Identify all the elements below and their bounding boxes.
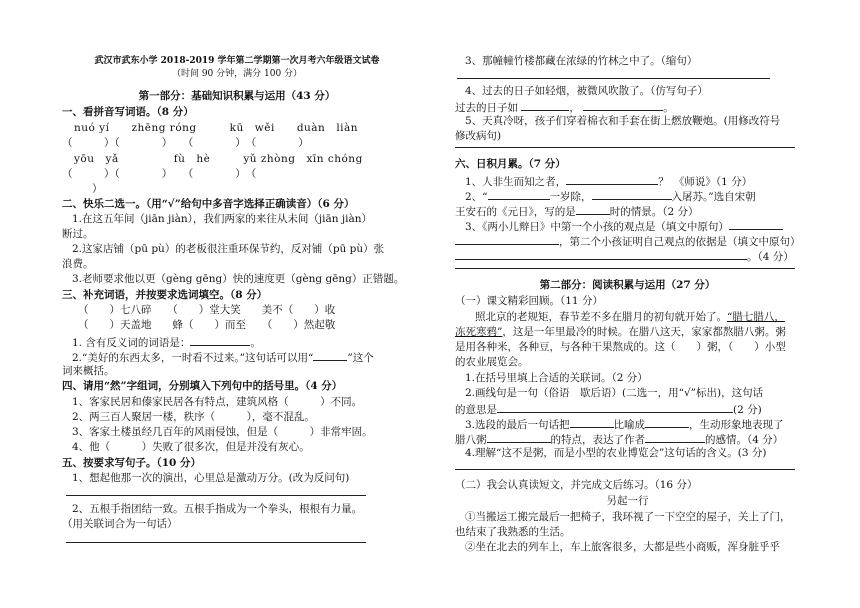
r1-q3-lead: 3.选段的最后一句话把 xyxy=(465,419,570,431)
passage1-line4: 的农业展览会。 xyxy=(455,356,529,368)
q6-2-line2 xyxy=(455,203,699,219)
q5-3: 3、那幢幢竹楼都藏在浓绿的竹林之中了。（缩句） xyxy=(465,55,698,67)
q4-3[interactable]: 3、客家土楼虽经几百年的风雨侵蚀，但是（ ）非常牢固。 xyxy=(72,426,373,438)
q6-3-blank-1[interactable] xyxy=(729,218,783,230)
r1-q3-line2 xyxy=(455,431,783,447)
q6-3-line1 xyxy=(465,218,783,234)
answer-brackets-row-2-end: ） xyxy=(92,183,103,195)
r1-q2-score: (2 分) xyxy=(733,404,762,416)
q5-1: 1、想起他那一次的演出，心里总是激动万分。(改为反问句) xyxy=(72,472,350,484)
passage1-text-1: 照北京的老规矩，春节差不多在腊月的初旬就开始了。 xyxy=(475,311,727,323)
divider-2 xyxy=(455,268,795,269)
q2-1-line2: 断过。 xyxy=(62,228,94,240)
story-para1-line1: ①当搬运工搬完最后一把椅子，我环视了一下空空的屋子，关上了门， xyxy=(465,511,791,523)
passage1-text-2: ，这是一年里最冷的时候。在腊八这天，家家都熬腊八粥。粥 xyxy=(502,326,786,338)
r1-q3-l2-mid: 的特点，表达了作者 xyxy=(550,434,645,446)
section3-heading: 三、补充词语，并按要求选词填空。（8 分） xyxy=(62,289,268,301)
r1-q2-blank[interactable] xyxy=(497,401,733,413)
q5-2-line2: （用关联词合为一句话） xyxy=(62,518,178,530)
q5-4-lead: 过去的日子如 xyxy=(455,102,518,114)
section4-heading: 四、请用“然”字组词，分别填入下列句中的括号里。（4 分） xyxy=(62,380,343,392)
q6-2-blank-2[interactable] xyxy=(592,188,672,200)
q5-4-blank-1[interactable] xyxy=(521,99,569,111)
q6-3-blank-3[interactable] xyxy=(455,248,747,260)
r1-q2-line1[interactable]: 2.画线句是一句（俗语 歇后语）(二选一，用“√”标出)，这句话 xyxy=(465,387,764,399)
q5-4-period: 。 xyxy=(663,102,674,114)
exam-title: 武汉市武东小学 2018-2019 学年第二学期第一次月考六年级语文试卷 xyxy=(94,56,380,66)
pinyin-row-1: nuó yí zhēng róng kū wěi duàn liàn xyxy=(74,122,359,134)
q5-5-line2: 修改病句) xyxy=(455,130,502,142)
q4-1[interactable]: 1、客家民居和傣家民居各有特点，建筑风格（ ）不同。 xyxy=(72,396,363,408)
reading2-heading: （二）我会认真读短文，并完成文后练习。（16 分） xyxy=(455,479,698,491)
r1-q4-answer-line[interactable] xyxy=(455,469,795,470)
q5-1-answer-line[interactable] xyxy=(66,495,366,496)
q3-1-blank[interactable] xyxy=(190,334,250,346)
passage1-line2 xyxy=(455,325,786,339)
section6-heading: 六、日积月累。（7 分） xyxy=(455,158,566,170)
q6-2-line1 xyxy=(465,188,756,204)
q5-2-answer-line[interactable] xyxy=(66,542,366,543)
passage1-underlined-2: 冻死寒鸦” xyxy=(455,326,503,338)
r1-q3-mid: 比喻成 xyxy=(613,419,646,431)
section1-heading: 一、看拼音写词语。（8 分） xyxy=(62,106,194,118)
q6-2-mid: 一岁除， xyxy=(549,191,592,203)
r1-q3-blank-2[interactable] xyxy=(645,416,689,428)
part2-heading: 第二部分：阅读积累与运用（27 分） xyxy=(539,279,716,291)
r1-q3-end: ，生动形象地表现了 xyxy=(689,419,784,431)
r1-q2-line2 xyxy=(455,401,762,417)
r1-q3-blank-1[interactable] xyxy=(570,416,614,428)
q2-3: 3.老师要求他以更（gèng gēng）快的速度更（gèng gēng）正错题。 xyxy=(72,273,405,285)
q3-1: 1. 含有反义词的词语是： 。 xyxy=(72,334,261,350)
q5-4-line1: 4、过去的日子如轻烟，被微风吹散了。（仿写句子） xyxy=(465,85,708,97)
q6-2-blank-1[interactable] xyxy=(488,188,550,200)
q6-1 xyxy=(465,173,752,189)
q6-2-blank-3[interactable] xyxy=(576,203,610,215)
q5-4-blank-2[interactable] xyxy=(583,99,663,111)
r1-q3-l2-end: 的感情。（4 分） xyxy=(705,434,784,446)
story-para1-line2: 也结束了我熟悉的生活。 xyxy=(455,526,571,538)
q5-4-comma: ， xyxy=(569,102,580,114)
story-title: 另起一行 xyxy=(606,495,649,507)
q5-4-line2 xyxy=(455,99,674,115)
passage1-underlined-1: “腊七腊八， xyxy=(727,311,785,323)
r1-q3-line1 xyxy=(465,416,784,432)
q6-3-end: 。（4 分） xyxy=(747,251,794,263)
reading1-heading: （一）课文精彩回顾。（11 分） xyxy=(455,295,603,307)
story-para2-line1: ②坐在北去的列车上，车上旅客很多，大都是些小商贩，浑身脏乎乎 xyxy=(465,541,780,553)
q3-2-text-end: ”这个 xyxy=(347,352,374,364)
r1-q1: 1.在括号里填上合适的关联词。（2 分） xyxy=(465,372,648,384)
r1-q2-lead: 的意思是 xyxy=(455,404,497,416)
r1-q3-blank-4[interactable] xyxy=(645,431,705,443)
divider-1 xyxy=(455,147,795,148)
q6-3-line3 xyxy=(455,248,794,264)
part1-heading: 第一部分：基础知识积累与运用（43 分） xyxy=(138,90,336,102)
passage1-line1 xyxy=(475,310,785,324)
answer-brackets-row-1[interactable]: （ ）（ ） （ ） （ ） xyxy=(62,137,309,149)
q3-2-blank[interactable] xyxy=(313,349,347,361)
q5-2-line1: 2、五根手指团结一致。五根手指成为一个拳头，根根有力量。 xyxy=(72,503,363,515)
q5-3-answer-line[interactable] xyxy=(457,78,770,79)
q6-3-blank-2[interactable] xyxy=(455,233,559,245)
q6-3-text: 3、《两小儿辩日》中第一个小孩的观点是（填文中原句） xyxy=(465,221,729,233)
section5-heading: 五、按要求写句子。（10 分） xyxy=(62,457,202,469)
exam-subtitle: （时间 90 分钟，满分 100 分） xyxy=(171,69,303,79)
q6-2-l2-end: 时的情景。（2 分） xyxy=(609,206,699,218)
r1-q4: 4.理解“这不是粥，而是小型的农业博览会”这句话的含义。(3 分) xyxy=(465,447,767,459)
q5-5-line1: 5、天真冷呀，孩子们穿着棉衣和手套在街上燃放鞭炮。(用修改符号 xyxy=(465,115,781,127)
q6-2-lead: 2、“ xyxy=(465,191,488,203)
word-row-1[interactable]: （ ）七八碎 （ ）堂大笑 美不（ ）收 xyxy=(78,304,336,316)
q4-2[interactable]: 2、两三百人聚居一楼，秩序（ ），毫不混乱。 xyxy=(72,411,315,423)
q3-2-line1 xyxy=(72,349,374,365)
passage1-line3[interactable]: 是用各种米，各种豆，与各种干果熬成的。这（ ）粥，（ ）小型 xyxy=(455,341,786,353)
q6-2-l2-lead: 王安石的《元日》，写的是 xyxy=(455,206,576,218)
r1-q3-l2-lead: 腊八粥 xyxy=(455,434,487,446)
q2-2-line2: 浪费。 xyxy=(62,258,94,270)
q2-1-line1: 1.在这五年间（jiān jiàn），我们两家的来往从未间（jiān jiàn） xyxy=(72,213,372,225)
q2-2-line1: 2.这家店铺（pū pù）的老板很注重环保节约，反对铺（pū pù）张 xyxy=(72,243,385,255)
q3-1-text: 1. 含有反义词的词语是： xyxy=(72,337,191,349)
pinyin-row-2: yōu yǎ fù hè yǔ zhòng xīn chóng xyxy=(74,153,363,165)
word-row-2[interactable]: （ ）天盖地 蜂（ ）而至 （ ）然起敬 xyxy=(78,319,336,331)
q6-3-line2 xyxy=(455,233,801,249)
q4-4[interactable]: 4、他（ ）失败了很多次，但是并没有灰心。 xyxy=(72,441,310,453)
r1-q3-blank-3[interactable] xyxy=(487,431,551,443)
q6-2-end: 入屠苏。”选自宋朝 xyxy=(671,191,756,203)
answer-brackets-row-2[interactable]: （ ）（ ） （ ） （ xyxy=(62,168,299,180)
q6-1-lead: 1、人非生而知之者， xyxy=(465,176,567,188)
q6-3-mid: ，第二个小孩证明自己观点的依据是（填文中原句） xyxy=(559,236,801,248)
q3-2-line2: 词来概括。 xyxy=(62,365,115,377)
q3-2-text: 2.“美好的东西太多，一时看不过来。”这句话可以用“ xyxy=(72,352,314,364)
q6-1-end: ？ 《师说》（1 分） xyxy=(658,176,753,188)
q6-1-blank[interactable] xyxy=(566,173,658,185)
section2-heading: 二、快乐二选一。（用“√”给句中多音字选择正确读音）（6 分） xyxy=(62,198,355,210)
